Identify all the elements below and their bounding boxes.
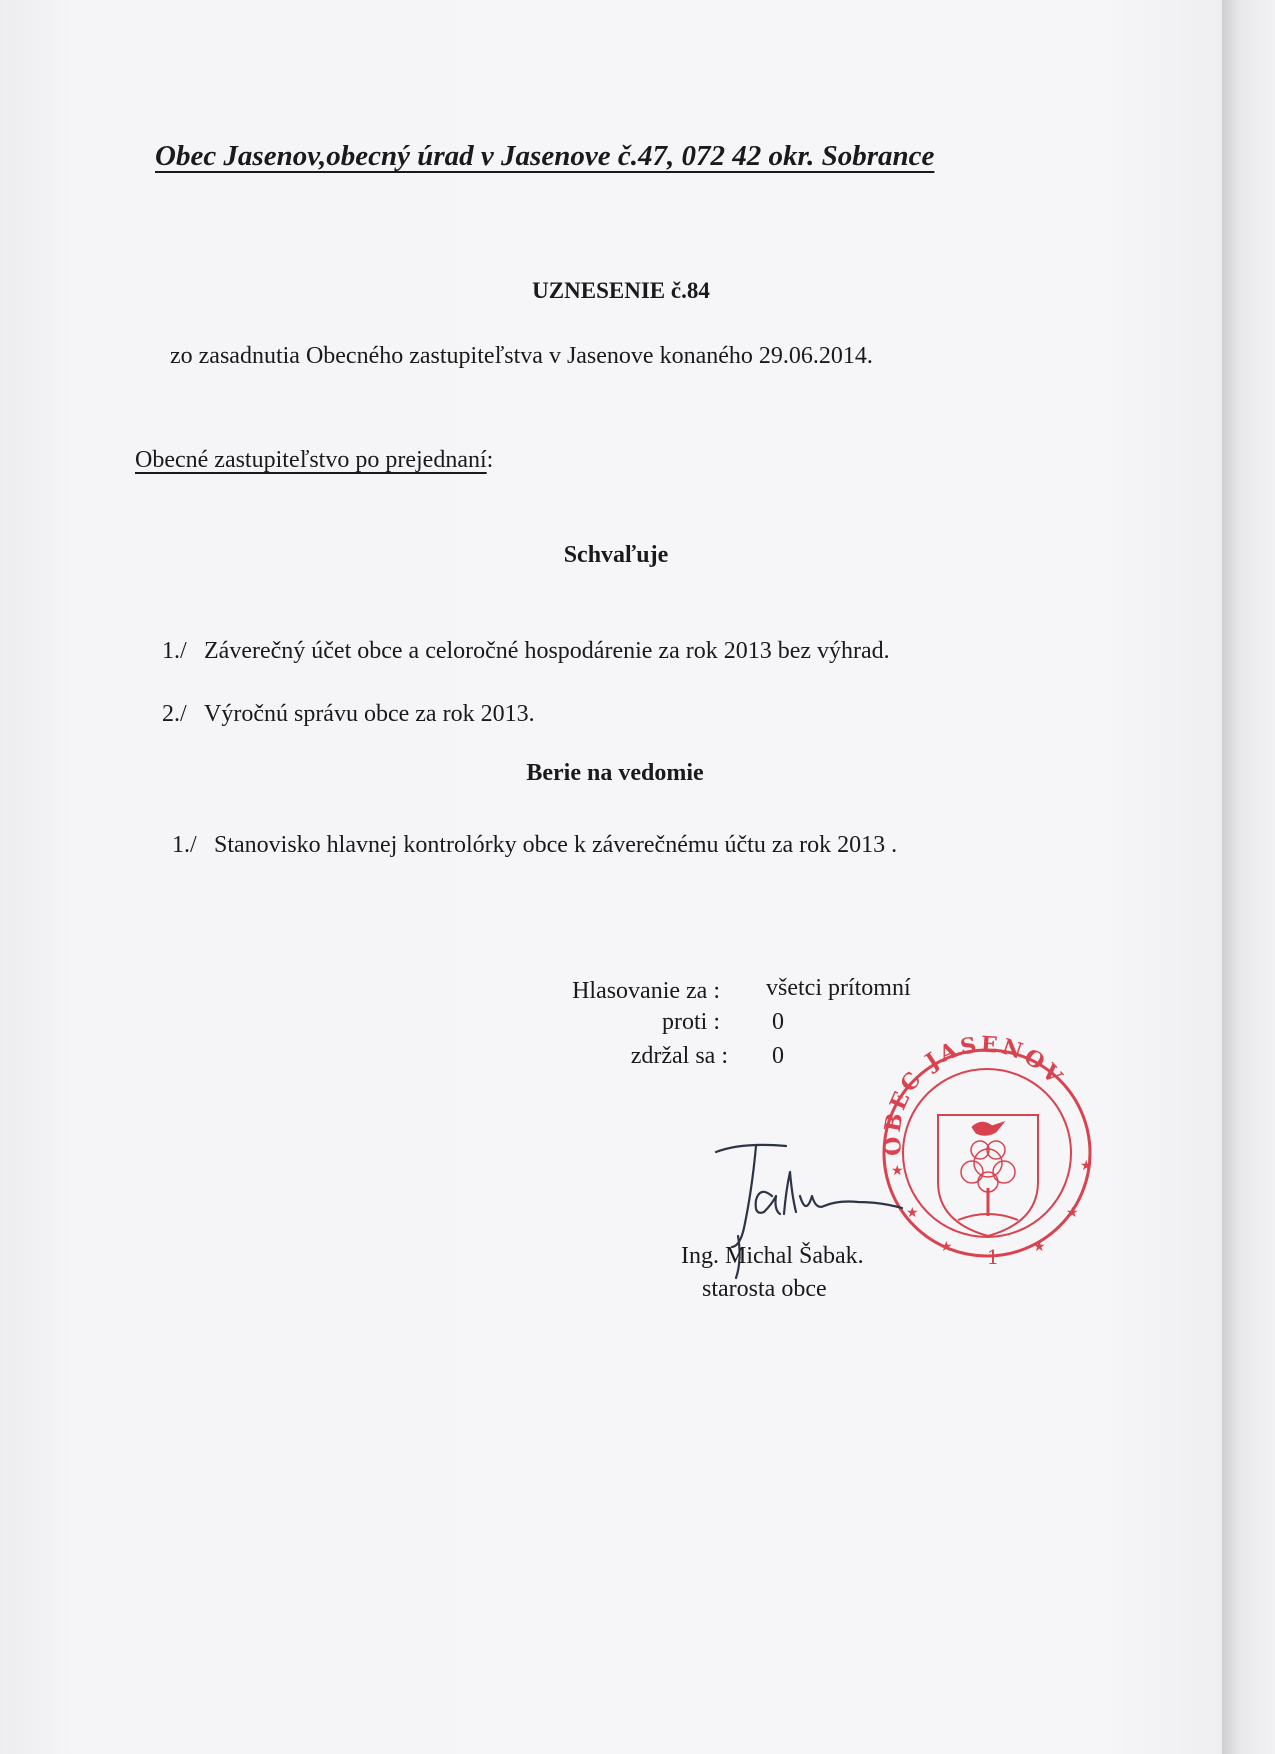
svg-text:★: ★ [1080,1158,1093,1174]
resolution-subtitle: zo zasadnutia Obecného zastupiteľstva v Jasenove konaného 29.06.2014. [170,343,873,369]
item-text: Výročnú správu obce za rok 2013. [204,701,535,727]
acknowledges-heading-text: Berie na vedomie [526,760,704,786]
vote-value-abstain: 0 [772,1043,784,1069]
item-number: 1./ [162,638,187,664]
vote-label-abstain: zdržal sa : [630,1043,728,1069]
resolution-title-word: UZNESENIE [532,278,666,303]
svg-text:OBEC JASENOV [879,1032,1069,1157]
svg-text:★: ★ [1033,1239,1046,1255]
intro-suffix: : [486,447,494,473]
item-text: Stanovisko hlavnej kontrolórky obce k záverečnému účtu za rok 2013 . [214,832,898,858]
vote-label-against: proti : [662,1009,720,1035]
signatory-name: Ing. Michal Šabak. [681,1243,864,1269]
municipality-header: Obec Jasenov,obecný úrad v Jasenove č.47, 072 42 okr. Sobrance [155,140,935,172]
svg-text:★: ★ [940,1239,953,1255]
signatory-role: starosta obce [702,1276,827,1302]
item-number: 1./ [172,832,197,858]
stamp-text: OBEC JASENOV [879,1031,1069,1157]
approves-heading-text: Schvaľuje [563,542,669,568]
tree-icon [958,1141,1018,1220]
vote-label-for: Hlasovanie za : [572,978,720,1004]
intro-underlined: Obecné zastupiteľstvo po prejednaní [135,447,487,473]
item-text: Záverečný účet obce a celoročné hospodárenie za rok 2013 bez výhrad. [204,638,890,664]
vote-value-for: všetci prítomní [766,975,911,1001]
vote-value-against: 0 [772,1009,784,1035]
svg-text:★: ★ [906,1205,919,1221]
svg-text:★: ★ [891,1163,904,1179]
resolution-number: č.84 [670,278,710,303]
svg-text:★: ★ [1066,1205,1079,1221]
item-number: 2./ [162,701,187,727]
municipal-stamp [879,1032,1092,1269]
bird-icon [972,1122,1004,1135]
stamp-number: 1 [986,1245,1000,1269]
